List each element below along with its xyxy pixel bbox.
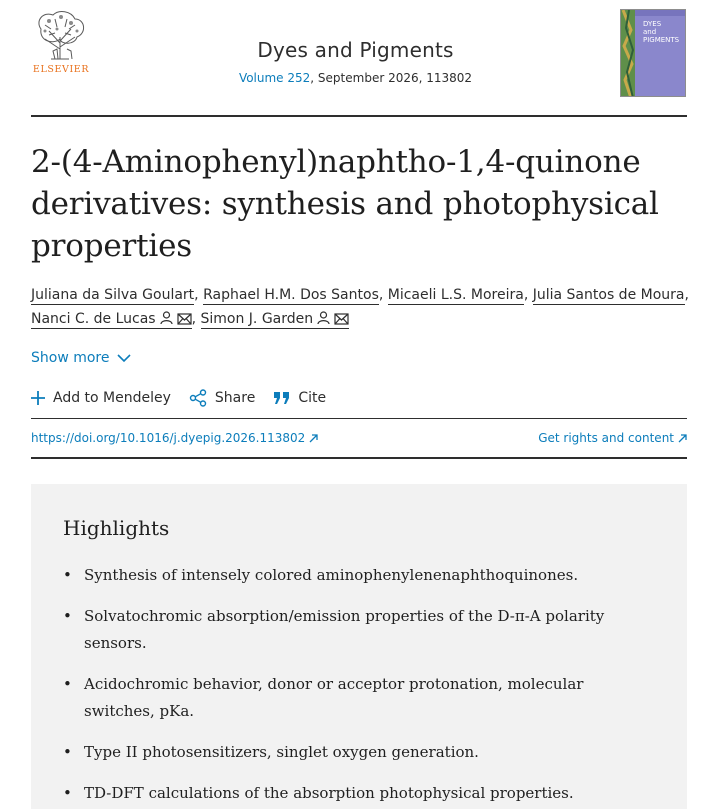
bullet-marker: • [63, 607, 72, 625]
share-label: Share [214, 390, 256, 406]
author-name: Micaeli L.S. Moreira [387, 287, 524, 303]
article-actions [31, 389, 326, 407]
highlights-heading: Highlights [63, 516, 170, 540]
show-more-button[interactable] [31, 350, 131, 366]
author-name: Raphael H.M. Dos Santos [203, 287, 379, 303]
svg-text:PIGMENTS: PIGMENTS [643, 36, 680, 44]
author-link[interactable] [31, 287, 194, 305]
author-name: Julia Santos de Moura [532, 287, 685, 303]
rights-and-content-link[interactable] [538, 431, 687, 445]
highlight-item [63, 671, 623, 725]
journal-title[interactable]: Dyes and Pigments [257, 38, 454, 62]
cite-label: Cite [298, 390, 327, 406]
highlight-text: Synthesis of intensely colored aminophenylenenaphthoquinones. [84, 566, 579, 584]
bullet-marker: • [63, 743, 72, 761]
author-separator: , [378, 287, 388, 303]
highlight-text: Acidochromic behavior, donor or acceptor protonation, molecular switches, pKa. [84, 675, 584, 720]
add-to-mendeley-button[interactable] [31, 389, 171, 407]
volume-link[interactable]: Volume 252 [238, 71, 311, 85]
chevron-down-icon [117, 354, 131, 363]
external-link-icon [309, 434, 318, 443]
author-separator: , [194, 287, 204, 303]
share-icon [189, 389, 207, 407]
author-separator: , [191, 311, 201, 327]
doi-link[interactable] [31, 431, 318, 445]
author-link[interactable] [388, 287, 524, 305]
external-link-icon [678, 434, 687, 443]
mail-icon [177, 313, 192, 325]
highlight-item [63, 739, 623, 766]
doi-divider [31, 457, 687, 459]
bullet-marker: • [63, 784, 72, 802]
issue-details: , September 2026, 113802 [310, 71, 473, 85]
show-more-label: Show more [31, 350, 110, 366]
author-name: Juliana da Silva Goulart [31, 287, 195, 303]
author-separator: , [523, 287, 533, 303]
actions-divider [31, 418, 687, 419]
author-link[interactable] [31, 311, 192, 329]
doi-text: https://doi.org/10.1016/j.dyepig.2026.113802 [31, 431, 306, 445]
journal-info [200, 38, 511, 85]
rights-text: Get rights and content [538, 431, 674, 445]
plus-icon [31, 391, 45, 405]
highlight-text: Solvatochromic absorption/emission properties of the D-π-A polarity sensors. [84, 607, 605, 652]
author-link[interactable] [201, 311, 350, 329]
person-icon [160, 311, 173, 325]
svg-text:DYES: DYES [643, 20, 662, 28]
svg-text:and: and [643, 28, 657, 36]
bullet-marker: • [63, 675, 72, 693]
person-icon [317, 311, 330, 325]
highlight-item [63, 603, 623, 657]
highlight-item [63, 780, 623, 807]
journal-cover-thumbnail[interactable] [620, 9, 686, 97]
add-to-mendeley-label: Add to Mendeley [53, 390, 171, 406]
mail-icon [334, 313, 349, 325]
share-button[interactable] [189, 389, 255, 407]
publisher-name: ELSEVIER [32, 64, 90, 75]
header-divider [31, 115, 687, 117]
quote-icon [273, 391, 290, 405]
author-list [31, 283, 691, 331]
author-link[interactable] [533, 287, 685, 305]
highlight-item [63, 562, 623, 589]
bullet-marker: • [63, 566, 72, 584]
highlight-text: TD-DFT calculations of the absorption photophysical properties. [84, 784, 574, 802]
highlights-list [63, 562, 623, 809]
journal-issue-info [200, 71, 511, 85]
highlight-text: Type II photosensitizers, singlet oxygen generation. [84, 743, 479, 761]
journal-header [0, 0, 711, 118]
author-name: Simon J. Garden [200, 311, 314, 327]
cite-button[interactable] [273, 389, 326, 407]
author-name: Nanci C. de Lucas [31, 311, 156, 327]
author-separator: , [684, 287, 689, 303]
highlights-section [31, 484, 687, 809]
article-title: 2-(4-Aminophenyl)naphtho-1,4-quinone derivatives: synthesis and photophysical properties [31, 144, 659, 264]
author-link[interactable] [203, 287, 379, 305]
